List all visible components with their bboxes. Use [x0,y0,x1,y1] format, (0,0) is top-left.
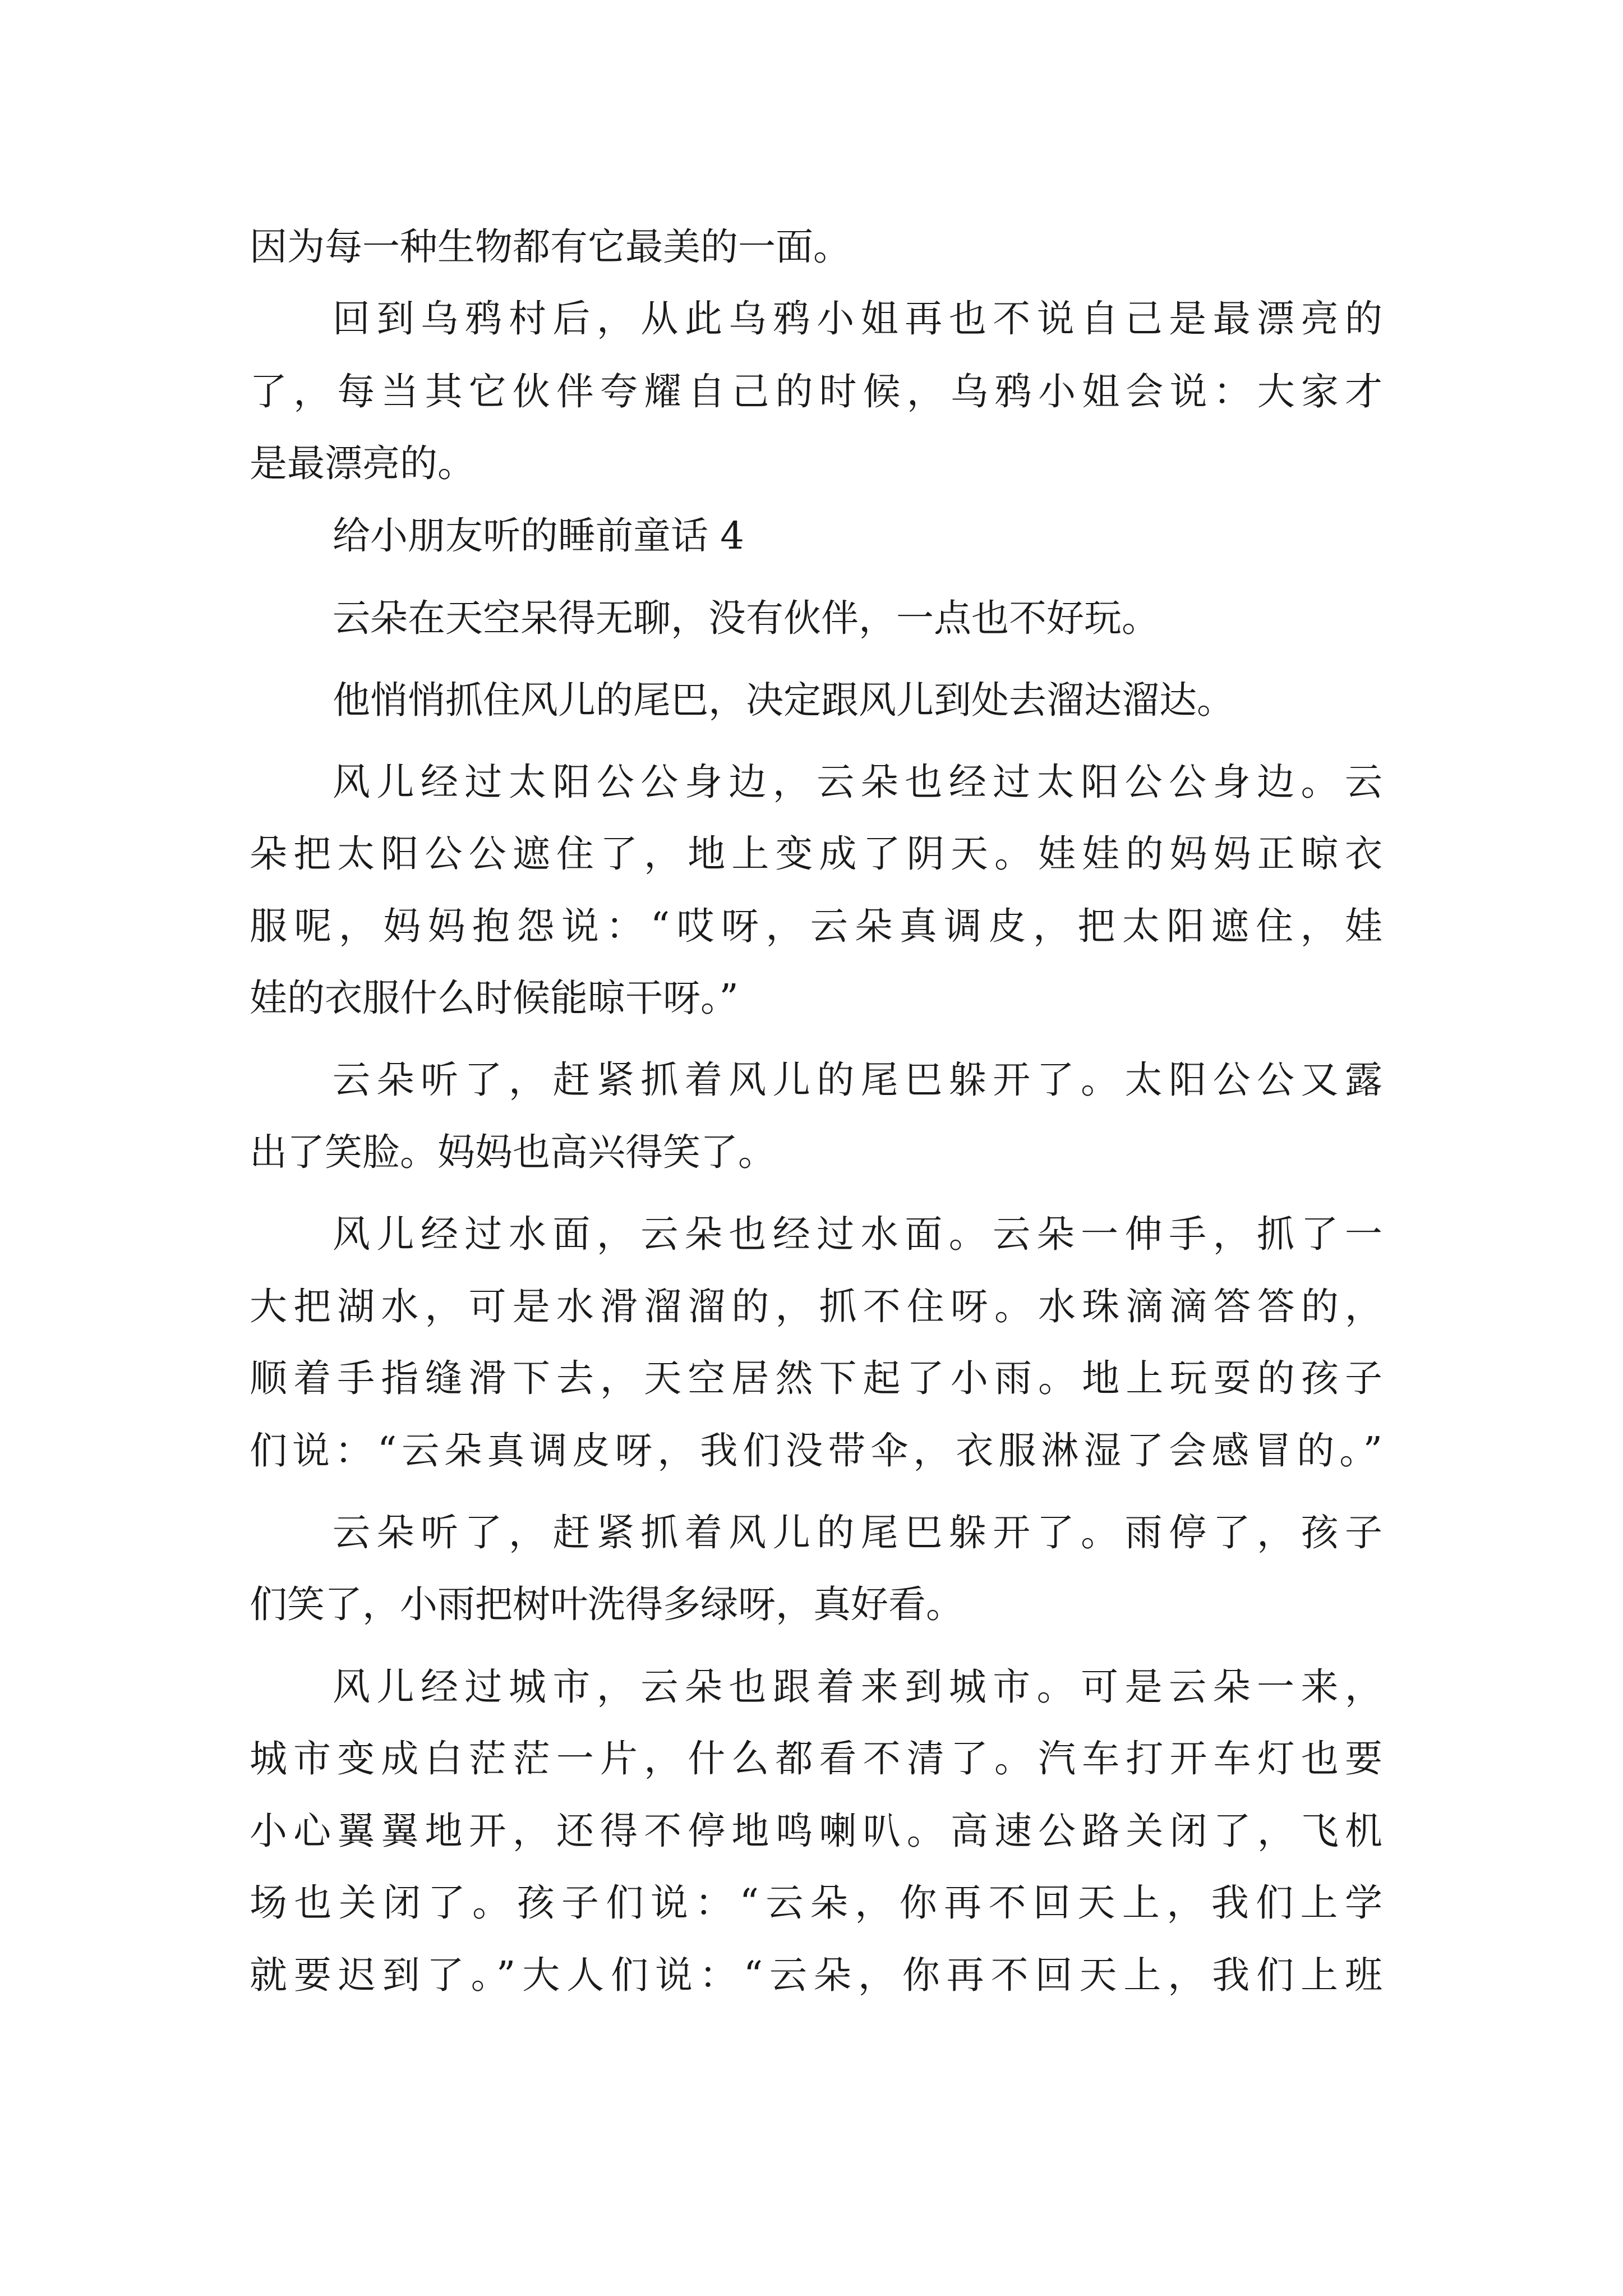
paragraph-first-line: 云朵听了，赶紧抓着风儿的尾巴躲开了。雨停了，孩子 [333,1511,1382,1554]
paragraph-first-line: 风儿经过水面，云朵也经过水面。云朵一伸手，抓了一 [333,1212,1382,1256]
section-heading: 给小朋友听的睡前童话 4 [333,514,744,558]
text-line: 因为每一种生物都有它最美的一面。 [250,225,851,269]
text-line: 城市变成白茫茫一片，什么都看不清了。汽车打开车灯也要 [250,1737,1382,1780]
text-line: 娃的衣服什么时候能晾干呀。” [250,976,739,1020]
paragraph-first-line: 回到乌鸦村后，从此乌鸦小姐再也不说自己是最漂亮的 [333,297,1382,341]
paragraph-first-line: 风儿经过城市，云朵也跟着来到城市。可是云朵一来， [333,1665,1382,1709]
paragraph-first-line: 风儿经过太阳公公身边，云朵也经过太阳公公身边。云 [333,760,1382,804]
text-line: 场也关闭了。孩子们说：“云朵，你再不回天上，我们上学 [250,1881,1382,1925]
text-line: 是最漂亮的。 [250,441,475,485]
text-line: 朵把太阳公公遮住了，地上变成了阴天。娃娃的妈妈正晾衣 [250,832,1382,876]
paragraph-first-line: 他悄悄抓住风儿的尾巴，决定跟风儿到处去溜达溜达。 [333,678,1234,722]
paragraph-first-line: 云朵在天空呆得无聊，没有伙伴，一点也不好玩。 [333,596,1159,640]
text-line: 了，每当其它伙伴夸耀自己的时候，乌鸦小姐会说：大家才 [250,370,1382,413]
text-line: 顺着手指缝滑下去，天空居然下起了小雨。地上玩耍的孩子 [250,1356,1382,1400]
text-line: 出了笑脸。妈妈也高兴得笑了。 [250,1130,776,1174]
text-line: 大把湖水，可是水滑溜溜的，抓不住呀。水珠滴滴答答的， [250,1285,1382,1328]
text-line: 就要迟到了。”大人们说：“云朵，你再不回天上，我们上班 [250,1953,1382,1997]
text-line: 们笑了，小雨把树叶洗得多绿呀，真好看。 [250,1582,963,1626]
text-line: 们说：“云朵真调皮呀，我们没带伞，衣服淋湿了会感冒的。” [250,1429,1382,1473]
text-line: 小心翼翼地开，还得不停地鸣喇叭。高速公路关闭了，飞机 [250,1809,1382,1853]
text-line: 服呢，妈妈抱怨说：“哎呀，云朵真调皮，把太阳遮住，娃 [250,904,1382,948]
paragraph-first-line: 云朵听了，赶紧抓着风儿的尾巴躲开了。太阳公公又露 [333,1058,1382,1102]
